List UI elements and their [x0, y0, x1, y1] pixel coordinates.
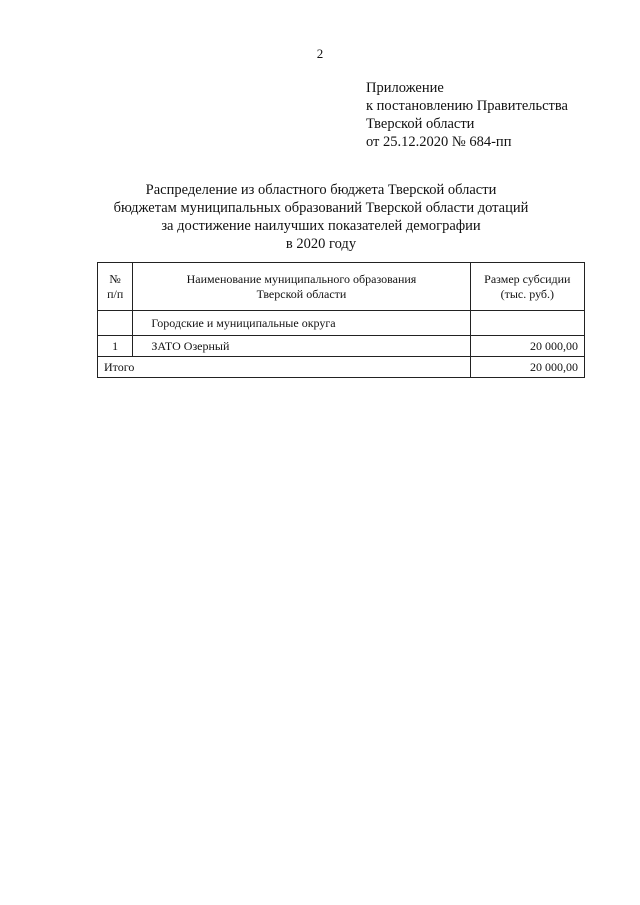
group-num-cell: [98, 311, 133, 336]
appendix-line: к постановлению Правительства: [366, 98, 568, 114]
total-label: Итого: [98, 357, 471, 378]
header-amount-line: Размер субсидии: [484, 271, 571, 286]
title-line: бюджетам муниципальных образований Тверской области дотаций: [113, 200, 529, 216]
header-name-line: Наименование муниципального образования: [186, 271, 417, 286]
table-row: [98, 336, 585, 357]
header-num-line: п/п: [107, 286, 124, 301]
appendix-date-line: от 25.12.2020 № 684-пп: [366, 134, 512, 150]
row-num: 1: [98, 336, 133, 357]
document-title: [60, 181, 582, 253]
header-amount: [470, 263, 584, 311]
table-header-row: [98, 263, 585, 311]
title-line: в 2020 году: [285, 236, 357, 252]
title-line: Распределение из областного бюджета Тверской области: [145, 182, 497, 198]
header-amount-line: (тыс. руб.): [500, 286, 555, 301]
group-amount-cell: [470, 311, 584, 336]
row-name: ЗАТО Озерный: [133, 336, 470, 357]
appendix-line: Тверской области: [366, 116, 475, 132]
header-name-line: Тверской области: [256, 286, 347, 301]
header-name: [133, 263, 470, 311]
group-label: Городские и муниципальные округа: [133, 311, 470, 336]
table-total-row: [98, 357, 585, 378]
appendix-line: Приложение: [366, 80, 444, 96]
appendix-block: [366, 79, 568, 151]
header-num: [98, 263, 133, 311]
title-line: за достижение наилучших показателей демографии: [161, 218, 481, 234]
subsidy-table: [97, 262, 585, 378]
row-amount: 20 000,00: [470, 336, 584, 357]
total-amount: 20 000,00: [470, 357, 584, 378]
header-num-line: №: [109, 271, 121, 286]
table-group-row: [98, 311, 585, 336]
page-number: 2: [316, 46, 324, 61]
